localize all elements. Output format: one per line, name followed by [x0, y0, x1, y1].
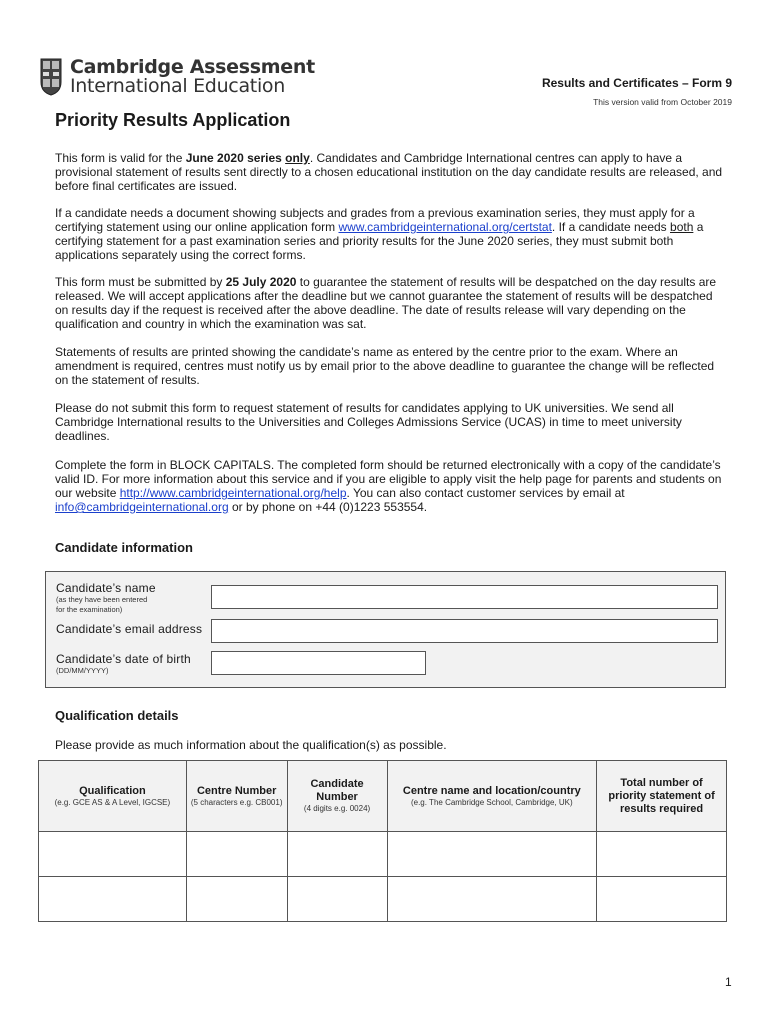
table-row	[39, 832, 727, 877]
candidate-name-label: Candidate’s name	[56, 581, 156, 595]
qualification-table	[38, 760, 727, 922]
candidate-number-cell[interactable]	[287, 877, 387, 922]
block-capitals-paragraph: Complete the form in BLOCK CAPITALS. The completed form should be returned electronically with a copy of the candidate’s valid ID. For more information about this service and if you are eligible to apply visit the help page for parents and students on our website http://www.cambridgeinternational.org/help. You can also contact customer services by email at info@cambridgeinternational.org or by phone on +44 (0)1223 553554.	[55, 458, 722, 514]
crest-shield-icon	[40, 58, 62, 96]
page-title: Priority Results Application	[55, 110, 291, 130]
centre-number-cell[interactable]	[186, 832, 287, 877]
logo-line2: International Education	[70, 75, 285, 97]
candidate-name-hint-2: for the examination)	[56, 605, 123, 614]
logo-line1: Cambridge Assessment	[70, 56, 315, 78]
candidate-dob-field[interactable]	[211, 651, 426, 675]
candidate-name-hint-1: (as they have been entered	[56, 595, 148, 604]
email-link[interactable]: info@cambridgeinternational.org	[55, 500, 229, 514]
col-centre-name: Centre name and location/country (e.g. The Cambridge School, Cambridge, UK)	[387, 761, 597, 832]
col-qualification: Qualification (e.g. GCE AS & A Level, IGCSE)	[39, 761, 187, 832]
candidate-number-cell[interactable]	[287, 832, 387, 877]
centre-name-cell[interactable]	[387, 877, 597, 922]
certifying-statement-paragraph: If a candidate needs a document showing subjects and grades from a previous examination series, they must apply for a certifying statement using our online application form www.cambridgeinternational.org/certstat. If a candidate needs both a certifying statement for a past examination series and priority results for the June 2020 series, they must submit both applications separately using the correct forms.	[55, 206, 704, 262]
col-candidate-number: Candidate Number (4 digits e.g. 0024)	[287, 761, 387, 832]
total-statements-cell[interactable]	[597, 832, 727, 877]
candidate-email-field[interactable]	[211, 619, 718, 643]
version-note: This version valid from October 2019	[593, 97, 732, 107]
table-header-row	[39, 761, 727, 832]
ucas-paragraph: Please do not submit this form to request statement of results for candidates applying to UK universities. We send all Cambridge International results to the Universities and Colleges Admissions Service (UCAS) in time to meet university deadlines.	[55, 401, 682, 443]
total-statements-cell[interactable]	[597, 877, 727, 922]
candidate-dob-label: Candidate’s date of birth	[56, 652, 191, 666]
page-number: 1	[725, 975, 732, 989]
candidate-info-heading: Candidate information	[55, 540, 193, 555]
cambridge-logo	[40, 58, 315, 96]
candidate-name-field[interactable]	[211, 585, 718, 609]
intro-paragraph: This form is valid for the June 2020 series only. Candidates and Cambridge International centres can apply to have a provisional statement of results sent directly to a chosen educational institution on the day candidate results are released, and before final certificates are issued.	[55, 151, 723, 193]
qualification-heading: Qualification details	[55, 708, 179, 723]
certstat-link[interactable]: www.cambridgeinternational.org/certstat	[338, 220, 552, 234]
qualification-cell[interactable]	[39, 877, 187, 922]
table-row	[39, 877, 727, 922]
candidate-email-label: Candidate’s email address	[56, 622, 203, 636]
col-total-statements: Total number of priority statement of results required	[597, 761, 727, 832]
candidate-dob-hint: (DD/MM/YYYY)	[56, 666, 109, 675]
centre-name-cell[interactable]	[387, 832, 597, 877]
deadline-paragraph: This form must be submitted by 25 July 2020 to guarantee the statement of results will be despatched on the day results are released. We will accept applications after the deadline but we cannot guarantee the statement of results will be despatched on results day if the request is received after the above deadline. The date of results release will vary depending on the qualification and country in which the examination was sat.	[55, 275, 717, 331]
centre-number-cell[interactable]	[186, 877, 287, 922]
candidate-info-box	[45, 571, 726, 688]
qualification-cell[interactable]	[39, 832, 187, 877]
qualification-intro: Please provide as much information about the qualification(s) as possible.	[55, 738, 447, 752]
help-link[interactable]: http://www.cambridgeinternational.org/help	[119, 486, 347, 500]
name-amendment-paragraph: Statements of results are printed showing the candidate’s name as entered by the centre prior to the exam. Where an amendment is required, centres must notify us by email prior to the above deadline to guarantee the change will be reflected on the statement of results.	[55, 345, 715, 387]
form-identifier: Results and Certificates – Form 9	[541, 76, 732, 90]
col-centre-number: Centre Number (5 characters e.g. CB001)	[186, 761, 287, 832]
